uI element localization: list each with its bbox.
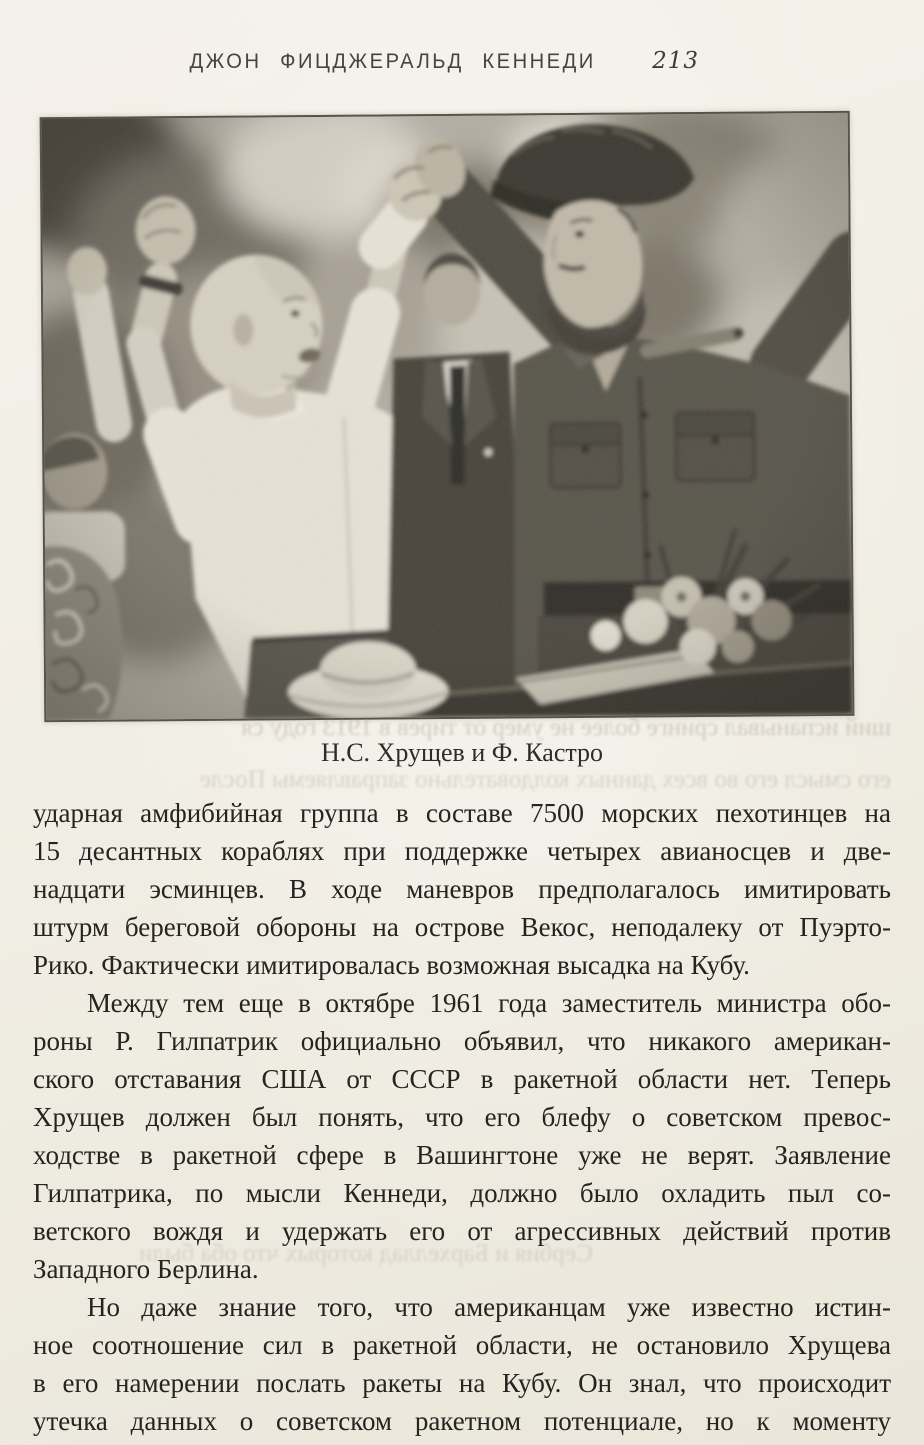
text-line: Между тем еще в октябре 1961 года заместитель министра обо- bbox=[87, 988, 891, 1018]
text-line: Но даже знание того, что американцам уже известно истин- bbox=[87, 1292, 891, 1322]
showthrough-line: ший испанывал сринге более не умер от тирев в 1913 году ся bbox=[241, 714, 891, 741]
text-line: ударная амфибийная группа в составе 7500 морских пехотинцев на bbox=[33, 798, 891, 828]
body-text bbox=[33, 794, 891, 1440]
text-line: ное соотношение сил в ракетной области, не остановило Хрущева bbox=[33, 1330, 891, 1360]
text-line: Гилпатрика, по мысли Кеннеди, должно было охладить пыл со- bbox=[33, 1178, 891, 1208]
showthrough-line: его смысл его во всех данных колдовательно заправляемы После bbox=[199, 766, 891, 793]
photo-caption: Н.С. Хрущев и Ф. Кастро bbox=[320, 738, 604, 767]
text-line: надцати эсминцев. В ходе маневров предполагалось имитировать bbox=[33, 874, 891, 904]
text-line: Рико. Фактически имитировалась возможная высадка на Кубу. bbox=[33, 950, 750, 980]
photo bbox=[40, 111, 855, 722]
text-line: ского отставания США от СССР в ракетной области нет. Теперь bbox=[33, 1064, 891, 1094]
text-line: Западного Берлина. bbox=[33, 1254, 259, 1284]
photo-vignette bbox=[42, 113, 853, 720]
running-header bbox=[0, 48, 880, 74]
text-line: ветского вождя и удержать его от агрессивных действий против bbox=[33, 1216, 891, 1246]
text-line: роны Р. Гилпатрик официально объявил, что никакого американ- bbox=[33, 1026, 891, 1056]
text-line: в его намерении послать ракеты на Кубу. Он знал, что происходит bbox=[33, 1368, 891, 1398]
text-line: штурм береговой обороны на острове Векос, неподалеку от Пуэрто- bbox=[33, 912, 891, 942]
showthrough-line: Сербия и Бархеллад которых что оба были bbox=[138, 1240, 593, 1267]
photo-illustration bbox=[42, 113, 853, 720]
page-number: 213 bbox=[652, 48, 700, 74]
text-line: 15 десантных кораблях при поддержке четырех авианосцев и две- bbox=[33, 836, 891, 866]
text-line: утечка данных о советском ракетном потенциале, но к моменту bbox=[33, 1406, 891, 1436]
running-header-title: ДЖОН ФИЦДЖЕРАЛЬД КЕННЕДИ bbox=[189, 50, 596, 73]
text-line: Хрущев должен был понять, что его блефу о советском превос- bbox=[33, 1102, 891, 1132]
text-line: ходстве в ракетной сфере в Вашингтоне уже не верят. Заявление bbox=[33, 1140, 891, 1170]
